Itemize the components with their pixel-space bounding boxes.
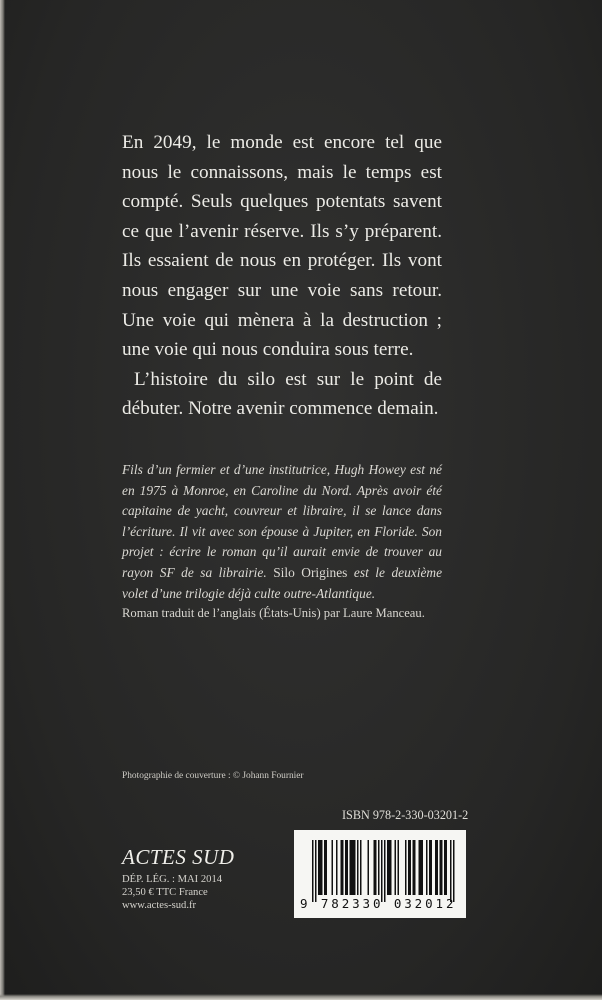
barcode-bar (378, 840, 380, 895)
back-cover-blurb (122, 128, 442, 424)
barcode-bar (368, 840, 370, 895)
price: 23,50 € TTC France (122, 886, 208, 898)
barcode-bar (326, 840, 328, 895)
barcode-bar (357, 840, 359, 895)
barcode-bar (320, 840, 322, 895)
barcode-bar (384, 840, 386, 902)
author-bio (122, 460, 442, 604)
photo-credit: Photographie de couverture : © Johann Fournier (122, 771, 304, 781)
barcode-bar (353, 840, 355, 895)
barcode-bar (332, 840, 334, 895)
bio-text-1: Fils d’un fermier et d’une institutrice, Hugh Howey est né en 1975 à Monroe, en Caroline du Nord. Après avoir été capitaine de yacht, couvreur et libraire, il se lance dans l’écriture. Il vit avec son épouse à Jupiter, en Floride. Son projet : écrire le roman qu’il aurait envie de trouver au rayon SF de sa librairie. (122, 462, 442, 580)
barcode-bar (389, 840, 391, 895)
barcode-bar (413, 840, 415, 895)
barcode-bar (420, 840, 422, 895)
barcode-bar (354, 840, 356, 895)
barcode-bar (441, 840, 443, 895)
barcode-bar (375, 840, 377, 895)
barcode-bar (315, 840, 317, 902)
barcode-bar (450, 840, 452, 902)
barcode-bar (446, 840, 448, 895)
translator-credit: Roman traduit de l’anglais (États-Unis) par Laure Manceau. (122, 606, 425, 620)
barcode-bar (360, 840, 362, 895)
legal-deposit: DÉP. LÉG. : MAI 2014 (122, 874, 223, 885)
barcode-bar (381, 840, 383, 902)
barcode-bar (387, 840, 389, 895)
barcode-bar (437, 840, 439, 895)
barcode-bar (422, 840, 424, 895)
blurb-paragraph-1: En 2049, le monde est encore tel que nous le connaissons, mais le temps est compté. Seuls quelques potentats savent ce que l’avenir réserve. Ils s’y préparent. Ils essaient de nous en protéger. Ils vont nous engager sur une voie sans retour. Une voie qui mènera à la destruction ; une voie qui nous conduira sous terre. (122, 132, 442, 361)
cover-bottom-edge (0, 994, 602, 1000)
barcode-bar (324, 840, 326, 895)
barcode-bar (336, 840, 338, 895)
barcode-bar (374, 840, 376, 895)
publisher-website: www.actes-sud.fr (122, 899, 197, 911)
barcode-bar (341, 840, 343, 895)
barcode-bar (426, 840, 428, 895)
barcode-bar (440, 840, 442, 895)
barcode-digits: 9 782330 032012 (300, 896, 457, 911)
barcode-bar (312, 840, 314, 902)
cover-left-edge (0, 0, 5, 1000)
blurb-paragraph-2: L’histoire du silo est sur le point de débuter. Notre avenir commence demain. (122, 368, 442, 420)
barcode-bar (347, 840, 349, 895)
barcode-bar (350, 840, 352, 895)
barcode (294, 830, 466, 918)
barcode-bar (444, 840, 446, 895)
barcode-bar (429, 840, 431, 895)
barcode-bar (435, 840, 437, 895)
barcode-bar (414, 840, 416, 895)
isbn-label: ISBN 978-2-330-03201-2 (342, 808, 469, 822)
barcode-bar (419, 840, 421, 895)
barcode-bar (318, 840, 320, 895)
barcode-bar (410, 840, 412, 895)
barcode-bar (321, 840, 323, 895)
barcode-bar (431, 840, 433, 895)
barcode-bar (408, 840, 410, 895)
barcode-bar (398, 840, 400, 895)
bio-book-title: Silo Origines (273, 564, 348, 580)
barcode-bar (395, 840, 397, 895)
barcode-bar (342, 840, 344, 895)
bio-text-2: est le deuxième volet d’une trilogie déjà culte outre-Atlantique. (122, 564, 443, 601)
legal-info (122, 874, 222, 912)
barcode-bar (390, 840, 392, 895)
barcode-bar (405, 840, 407, 895)
barcode-bar (345, 840, 347, 895)
barcode-bar (351, 840, 353, 895)
publisher-logo-text: ACTES SUD (122, 845, 235, 869)
barcode-bar (453, 840, 455, 902)
